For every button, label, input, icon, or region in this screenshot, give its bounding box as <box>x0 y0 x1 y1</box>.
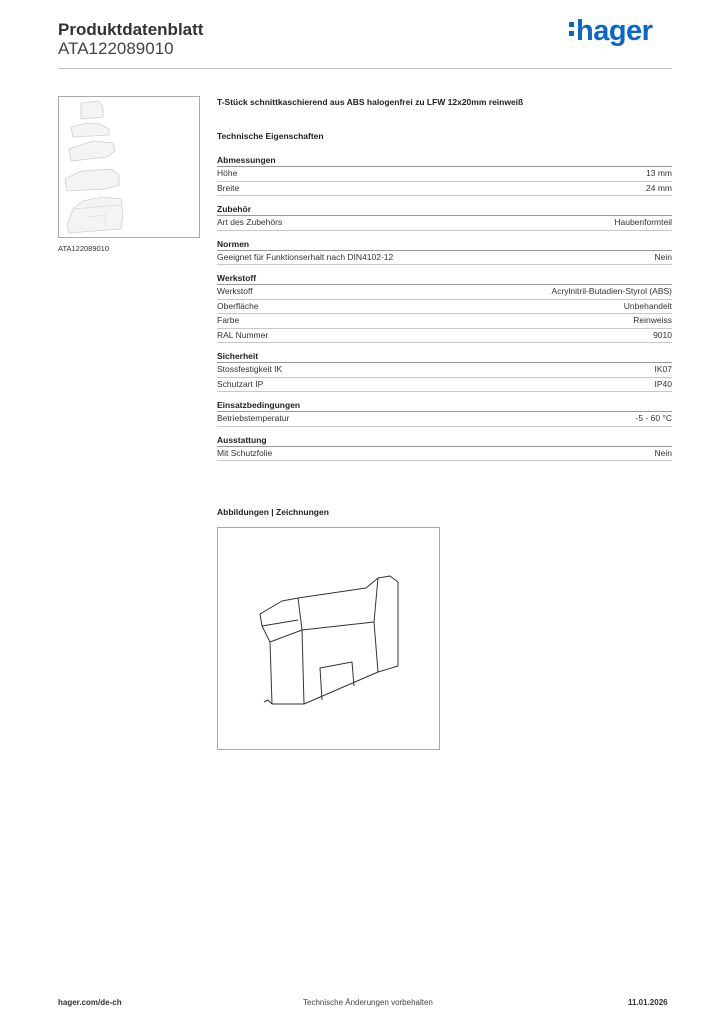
table-row <box>217 300 672 315</box>
row-value: 24 mm <box>646 182 672 193</box>
section-title: Einsatzbedingungen <box>217 400 672 412</box>
product-thumbnail <box>58 96 200 238</box>
properties-heading: Technische Eigenschaften <box>217 131 324 141</box>
properties-table <box>217 155 672 469</box>
table-row <box>217 251 672 266</box>
row-value: Unbehandelt <box>623 300 672 311</box>
drawings-heading: Abbildungen | Zeichnungen <box>217 507 329 517</box>
section-einsatzbedingungen <box>217 400 672 427</box>
table-row <box>217 216 672 231</box>
row-label: Schutzart IP <box>217 378 264 389</box>
row-label: Höhe <box>217 168 238 178</box>
exploded-view-image <box>59 97 199 237</box>
row-value: Acrylnitril-Butadien-Styrol (ABS) <box>551 286 672 296</box>
row-label: RAL Nummer <box>217 329 269 340</box>
table-row <box>217 167 672 182</box>
row-value: Haubenformteil <box>614 217 672 227</box>
row-value: IK07 <box>654 364 672 374</box>
footer-date: 11.01.2026 <box>628 998 668 1007</box>
section-title: Abmessungen <box>217 155 672 167</box>
logo-dots-icon <box>568 20 575 38</box>
row-value: Nein <box>654 447 672 458</box>
product-title: T-Stück schnittkaschierend aus ABS halogenfrei zu LFW 12x20mm reinweiß <box>217 97 524 107</box>
table-row <box>217 363 672 378</box>
table-row <box>217 314 672 329</box>
header-divider <box>58 68 672 69</box>
section-werkstoff <box>217 273 672 343</box>
table-row <box>217 412 672 427</box>
page-title: Produktdatenblatt <box>58 20 204 39</box>
row-value: Nein <box>654 251 672 262</box>
section-title: Sicherheit <box>217 351 672 363</box>
section-abmessungen <box>217 155 672 196</box>
section-title: Normen <box>217 239 672 251</box>
row-label: Breite <box>217 182 240 193</box>
drawing-box <box>217 527 440 750</box>
section-zubehoer <box>217 204 672 231</box>
row-value: Reinweiss <box>633 315 672 325</box>
section-title: Werkstoff <box>217 273 672 285</box>
row-label: Stossfestigkeit IK <box>217 364 283 374</box>
technical-drawing-image <box>218 528 439 749</box>
table-row <box>217 378 672 393</box>
row-label: Art des Zubehörs <box>217 217 283 227</box>
row-value: 9010 <box>653 329 672 340</box>
table-row <box>217 329 672 344</box>
footer-website[interactable]: hager.com/de-ch <box>58 998 122 1007</box>
section-sicherheit <box>217 351 672 392</box>
row-label: Mit Schutzfolie <box>217 447 273 458</box>
table-row <box>217 447 672 462</box>
table-row <box>217 285 672 300</box>
thumbnail-caption: ATA122089010 <box>58 244 110 253</box>
section-title: Zubehör <box>217 204 672 216</box>
table-row <box>217 182 672 197</box>
footer-note: Technische Änderungen vorbehalten <box>303 998 433 1007</box>
row-value: -5 - 60 °C <box>635 413 672 423</box>
logo-text: hager <box>576 15 653 47</box>
row-value: 13 mm <box>646 168 672 178</box>
row-value: IP40 <box>654 378 672 389</box>
row-label: Betriebstemperatur <box>217 413 290 423</box>
row-label: Geeignet für Funktionserhalt nach DIN4102-12 <box>217 251 394 262</box>
section-normen <box>217 239 672 266</box>
article-number: ATA122089010 <box>58 39 174 58</box>
section-ausstattung <box>217 435 672 462</box>
section-title: Ausstattung <box>217 435 672 447</box>
row-label: Oberfläche <box>217 300 259 311</box>
row-label: Farbe <box>217 315 240 325</box>
hager-logo <box>568 15 652 48</box>
row-label: Werkstoff <box>217 286 253 296</box>
